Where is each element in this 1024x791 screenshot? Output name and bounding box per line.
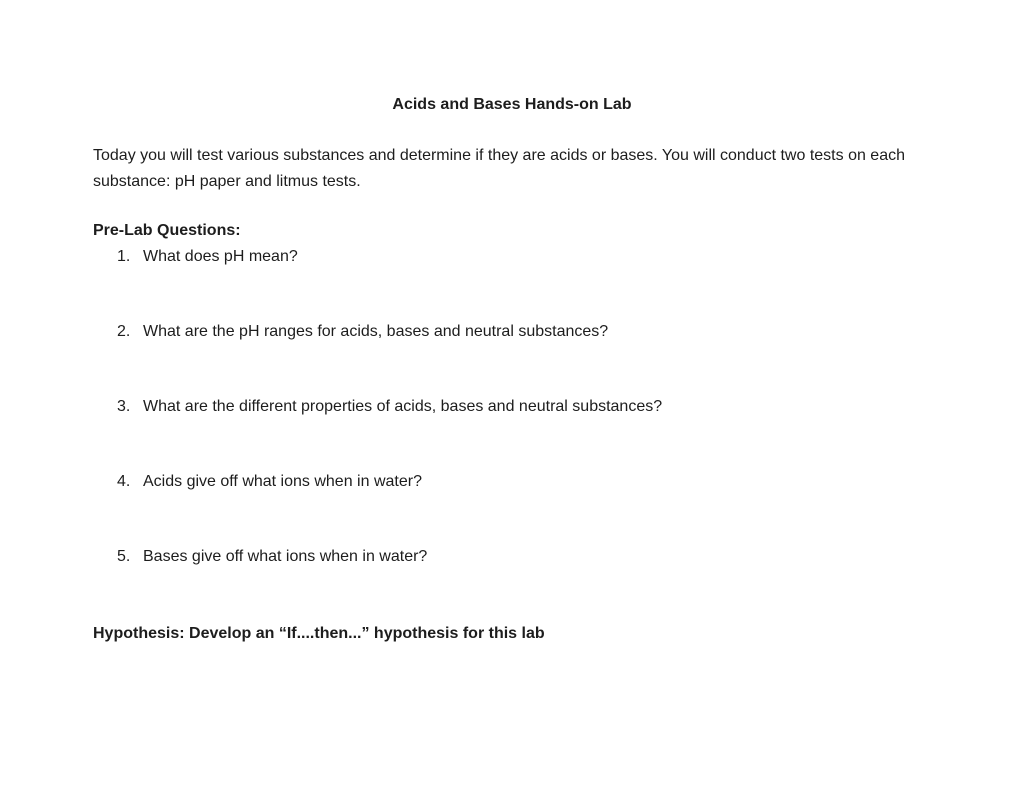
prelab-questions-list (117, 244, 917, 619)
question-number: 3. (117, 398, 131, 415)
hypothesis-heading: Hypothesis: Develop an “If....then...” hypothesis for this lab (93, 625, 545, 642)
intro-paragraph: Today you will test various substances and determine if they are acids or bases. You will conduct two tests on each substance: pH paper and litmus tests. (93, 147, 905, 190)
question-item-3 (117, 394, 917, 420)
question-text: What are the different properties of acids, bases and neutral substances? (143, 398, 663, 415)
question-number: 4. (117, 473, 131, 490)
question-text: What does pH mean? (143, 248, 298, 265)
question-item-1 (117, 244, 917, 270)
question-item-5 (117, 544, 917, 570)
question-item-4 (117, 469, 917, 495)
question-text: Bases give off what ions when in water? (143, 548, 428, 565)
question-item-2 (117, 319, 917, 345)
question-number: 5. (117, 548, 131, 565)
question-number: 1. (117, 248, 131, 265)
question-text: Acids give off what ions when in water? (143, 473, 422, 490)
document-title: Acids and Bases Hands-on Lab (392, 96, 632, 113)
question-number: 2. (117, 323, 131, 340)
question-text: What are the pH ranges for acids, bases and neutral substances? (143, 323, 609, 340)
prelab-questions-heading: Pre-Lab Questions: (93, 222, 241, 239)
